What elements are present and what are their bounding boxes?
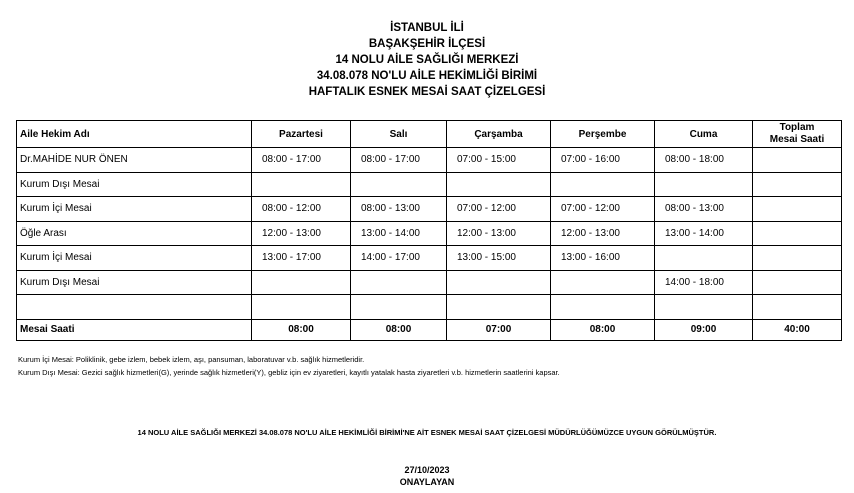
cell-monday: 12:00 - 13:00 xyxy=(252,221,351,246)
cell-total xyxy=(753,221,842,246)
cell-total xyxy=(753,197,842,222)
table-row xyxy=(17,197,842,222)
cell-wednesday xyxy=(447,295,551,320)
cell-thursday: 12:00 - 13:00 xyxy=(551,221,655,246)
summary-label: Mesai Saati xyxy=(17,319,252,340)
cell-tuesday xyxy=(351,172,447,197)
cell-wednesday: 13:00 - 15:00 xyxy=(447,246,551,271)
cell-monday xyxy=(252,172,351,197)
note-internal-duty: Kurum İçi Mesai: Poliklinik, gebe izlem, bebek izlem, aşı, pansuman, laboratuvar v.b. sağlık hizmetleridir. xyxy=(18,355,365,364)
table-row xyxy=(17,148,842,173)
table-row xyxy=(17,172,842,197)
cell-total xyxy=(753,148,842,173)
schedule-table xyxy=(16,120,842,341)
header-unit: 34.08.078 NO'LU AİLE HEKİMLİĞİ BİRİMİ xyxy=(316,70,538,82)
table-row xyxy=(17,246,842,271)
summary-total: 40:00 xyxy=(753,319,842,340)
col-header-friday: Cuma xyxy=(655,121,753,148)
row-label: Kurum Dışı Mesai xyxy=(17,172,252,197)
cell-friday xyxy=(655,295,753,320)
row-label: Dr.MAHİDE NUR ÖNEN xyxy=(17,148,252,173)
col-header-total xyxy=(753,121,842,148)
cell-total xyxy=(753,270,842,295)
document-header xyxy=(0,20,854,100)
cell-thursday: 07:00 - 12:00 xyxy=(551,197,655,222)
header-district: BAŞAKŞEHİR İLÇESİ xyxy=(368,38,486,50)
row-label: Kurum Dışı Mesai xyxy=(17,270,252,295)
approver-label: ONAYLAYAN xyxy=(399,477,455,487)
cell-friday xyxy=(655,172,753,197)
cell-wednesday xyxy=(447,270,551,295)
cell-tuesday: 14:00 - 17:00 xyxy=(351,246,447,271)
col-header-name: Aile Hekim Adı xyxy=(17,121,252,148)
row-label: Kurum İçi Mesai xyxy=(17,197,252,222)
cell-total xyxy=(753,246,842,271)
cell-wednesday: 07:00 - 15:00 xyxy=(447,148,551,173)
cell-monday: 08:00 - 17:00 xyxy=(252,148,351,173)
approval-date: 27/10/2023 xyxy=(404,465,450,475)
footer xyxy=(0,464,854,488)
cell-monday: 13:00 - 17:00 xyxy=(252,246,351,271)
summary-friday: 09:00 xyxy=(655,319,753,340)
cell-friday xyxy=(655,246,753,271)
cell-wednesday: 12:00 - 13:00 xyxy=(447,221,551,246)
table-row xyxy=(17,295,842,320)
table-row xyxy=(17,221,842,246)
cell-tuesday: 08:00 - 13:00 xyxy=(351,197,447,222)
cell-monday: 08:00 - 12:00 xyxy=(252,197,351,222)
cell-thursday xyxy=(551,295,655,320)
cell-tuesday xyxy=(351,270,447,295)
col-header-total-line2: Mesai Saati xyxy=(769,134,825,145)
cell-total xyxy=(753,295,842,320)
cell-wednesday: 07:00 - 12:00 xyxy=(447,197,551,222)
cell-total xyxy=(753,172,842,197)
col-header-monday: Pazartesi xyxy=(252,121,351,148)
row-label: Kurum İçi Mesai xyxy=(17,246,252,271)
cell-tuesday: 08:00 - 17:00 xyxy=(351,148,447,173)
cell-wednesday xyxy=(447,172,551,197)
cell-tuesday: 13:00 - 14:00 xyxy=(351,221,447,246)
notes xyxy=(18,353,560,379)
header-province: İSTANBUL İLİ xyxy=(390,22,464,34)
cell-friday: 14:00 - 18:00 xyxy=(655,270,753,295)
table-row xyxy=(17,270,842,295)
summary-tuesday: 08:00 xyxy=(351,319,447,340)
col-header-wednesday: Çarşamba xyxy=(447,121,551,148)
summary-wednesday: 07:00 xyxy=(447,319,551,340)
cell-thursday xyxy=(551,172,655,197)
cell-friday: 08:00 - 18:00 xyxy=(655,148,753,173)
row-label: Öğle Arası xyxy=(17,221,252,246)
col-header-thursday: Perşembe xyxy=(551,121,655,148)
cell-tuesday xyxy=(351,295,447,320)
table-header-row xyxy=(17,121,842,148)
note-external-duty: Kurum Dışı Mesai: Gezici sağlık hizmetleri(G), yerinde sağlık hizmetleri(Y), gebliz için ev ziyaretleri, kayıtlı yatalak hasta ziyaretleri v.b. hizmetlerin saatlerini kapsar. xyxy=(18,368,560,377)
summary-thursday: 08:00 xyxy=(551,319,655,340)
row-label xyxy=(17,295,252,320)
summary-row xyxy=(17,319,842,340)
cell-friday: 08:00 - 13:00 xyxy=(655,197,753,222)
header-health-center: 14 NOLU AİLE SAĞLIĞI MERKEZİ xyxy=(335,54,519,66)
summary-monday: 08:00 xyxy=(252,319,351,340)
col-header-tuesday: Salı xyxy=(351,121,447,148)
approval-statement: 14 NOLU AİLE SAĞLIĞI MERKEZİ 34.08.078 NO'LU AİLE HEKİMLİĞİ BİRİMİ'NE AİT ESNEK MESAİ SAAT ÇİZELGESİ MÜDÜRLÜĞÜMÜZCE UYGUN GÖRÜLMÜŞTÜR. xyxy=(137,428,717,437)
cell-thursday xyxy=(551,270,655,295)
cell-monday xyxy=(252,270,351,295)
col-header-total-line1: Toplam xyxy=(779,122,815,133)
cell-thursday: 07:00 - 16:00 xyxy=(551,148,655,173)
cell-thursday: 13:00 - 16:00 xyxy=(551,246,655,271)
header-title: HAFTALIK ESNEK MESAİ SAAT ÇİZELGESİ xyxy=(308,86,546,98)
cell-friday: 13:00 - 14:00 xyxy=(655,221,753,246)
cell-monday xyxy=(252,295,351,320)
